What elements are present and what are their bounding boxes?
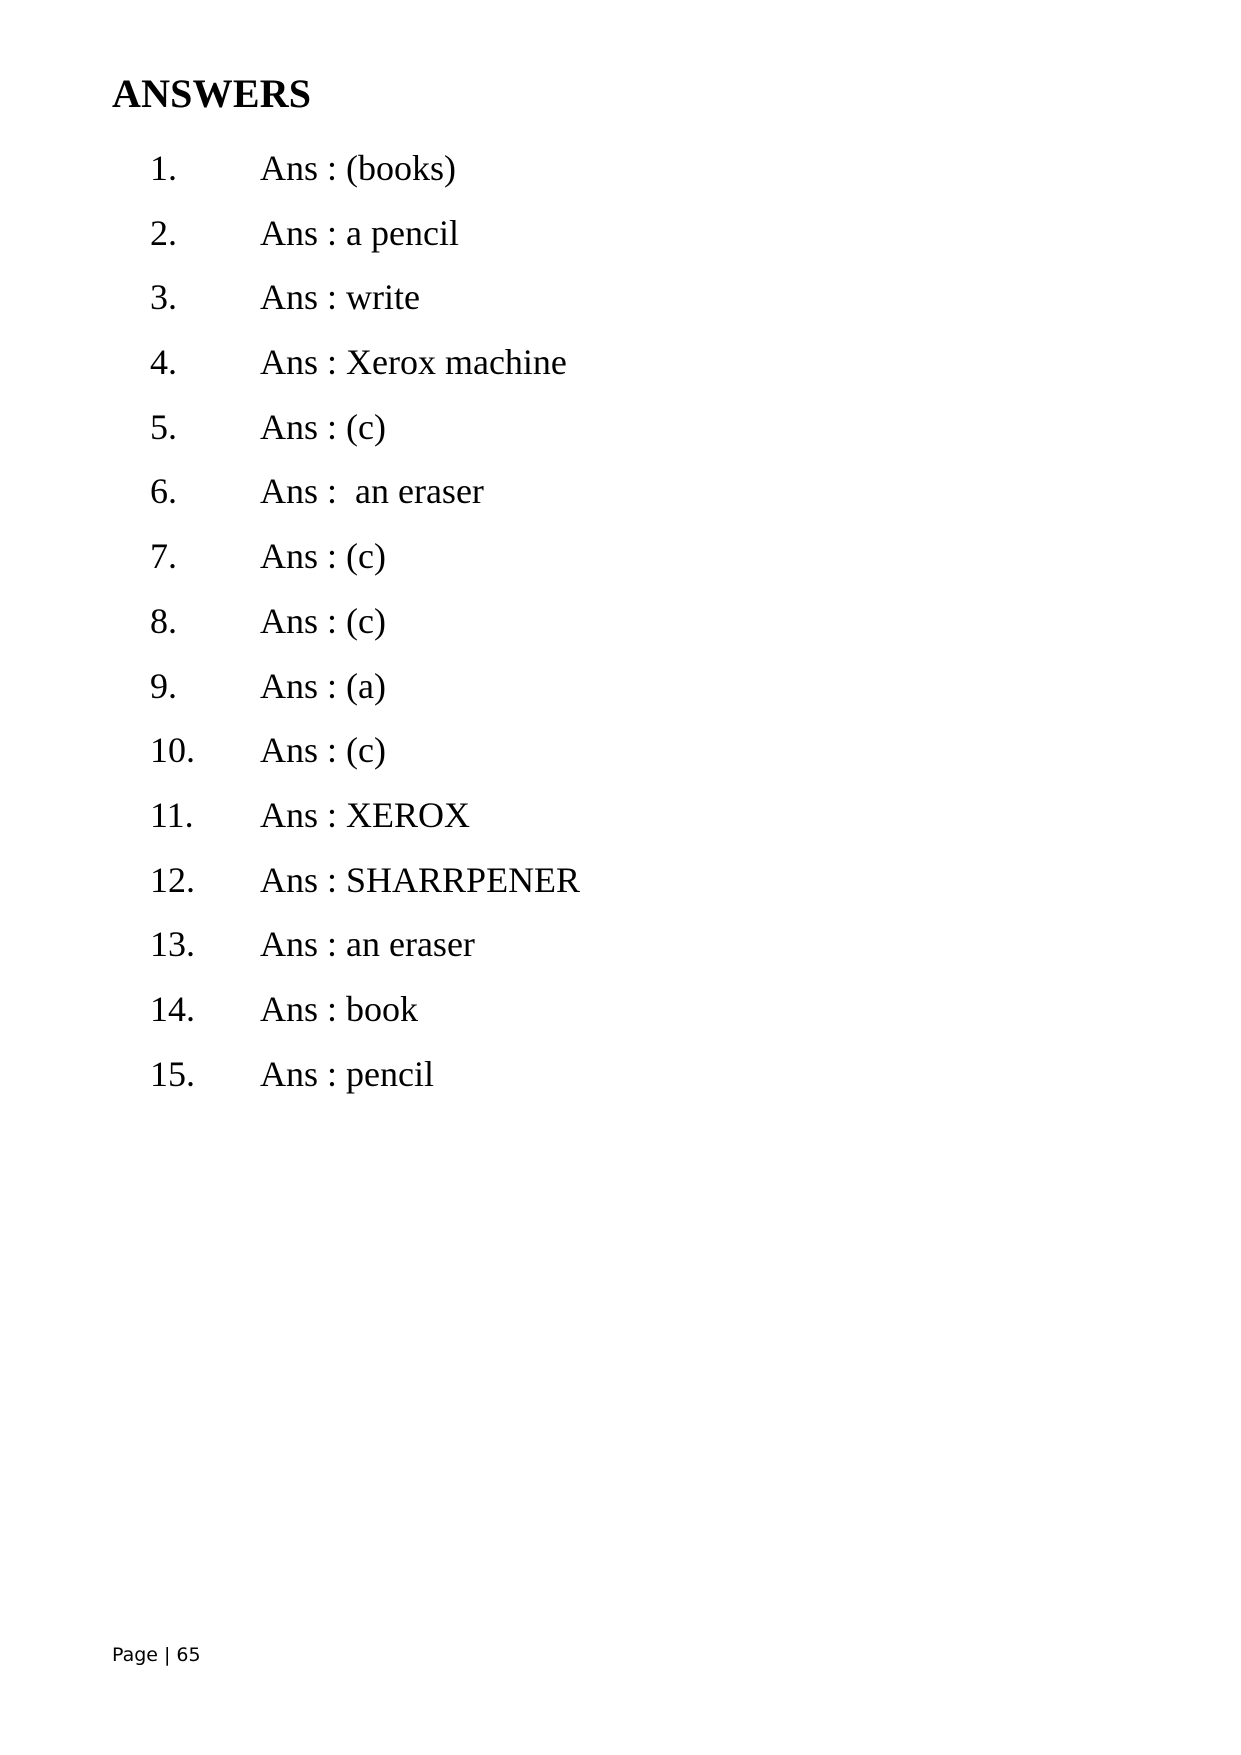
answer-item bbox=[0, 660, 1241, 725]
answer-item bbox=[0, 530, 1241, 595]
answer-item bbox=[0, 1048, 1241, 1113]
answer-text: Ans : an eraser bbox=[260, 924, 475, 965]
answer-item bbox=[0, 401, 1241, 466]
answer-number: 5. bbox=[150, 406, 177, 447]
footer-separator: | bbox=[164, 1644, 171, 1666]
answer-item bbox=[0, 724, 1241, 789]
answer-number: 3. bbox=[150, 277, 177, 318]
answer-number: 12. bbox=[150, 859, 195, 900]
answer-number: 15. bbox=[150, 1053, 195, 1094]
page-title: ANSWERS bbox=[112, 71, 312, 116]
answer-number: 10. bbox=[150, 730, 195, 771]
answer-item bbox=[0, 789, 1241, 854]
answer-item bbox=[0, 918, 1241, 983]
answer-text: Ans : (c) bbox=[260, 730, 386, 771]
answer-number: 8. bbox=[150, 600, 177, 641]
answer-number: 14. bbox=[150, 988, 195, 1029]
answer-text: Ans : write bbox=[260, 277, 420, 318]
answer-item bbox=[0, 142, 1241, 207]
answer-text: Ans : SHARRPENER bbox=[260, 859, 581, 900]
answer-text: Ans : (c) bbox=[260, 536, 386, 577]
answer-text: Ans : book bbox=[260, 988, 419, 1029]
answer-text: Ans : pencil bbox=[260, 1053, 434, 1094]
answer-list bbox=[0, 142, 1241, 1112]
answer-item bbox=[0, 207, 1241, 272]
answer-number: 2. bbox=[150, 212, 177, 253]
answer-text: Ans : an eraser bbox=[260, 471, 484, 512]
answer-number: 11. bbox=[150, 794, 194, 835]
answer-text: Ans : XEROX bbox=[260, 794, 471, 835]
page-label: Page bbox=[112, 1644, 158, 1666]
answer-number: 6. bbox=[150, 471, 177, 512]
answer-item bbox=[0, 271, 1241, 336]
answer-number: 4. bbox=[150, 342, 177, 383]
page-footer bbox=[112, 1646, 201, 1665]
answer-item bbox=[0, 595, 1241, 660]
page-number: 65 bbox=[176, 1644, 201, 1666]
answer-item bbox=[0, 465, 1241, 530]
answer-text: Ans : a pencil bbox=[260, 212, 459, 253]
answer-text: Ans : Xerox machine bbox=[260, 342, 567, 383]
answer-item bbox=[0, 336, 1241, 401]
answer-item bbox=[0, 854, 1241, 919]
answer-number: 1. bbox=[150, 148, 177, 188]
answer-text: Ans : (c) bbox=[260, 406, 386, 447]
answer-text: Ans : (c) bbox=[260, 600, 386, 641]
answer-item bbox=[0, 983, 1241, 1048]
answer-number: 7. bbox=[150, 536, 177, 577]
answer-text: Ans : (books) bbox=[260, 148, 456, 188]
answer-number: 9. bbox=[150, 665, 177, 706]
answer-text: Ans : (a) bbox=[260, 665, 386, 706]
answer-number: 13. bbox=[150, 924, 195, 965]
